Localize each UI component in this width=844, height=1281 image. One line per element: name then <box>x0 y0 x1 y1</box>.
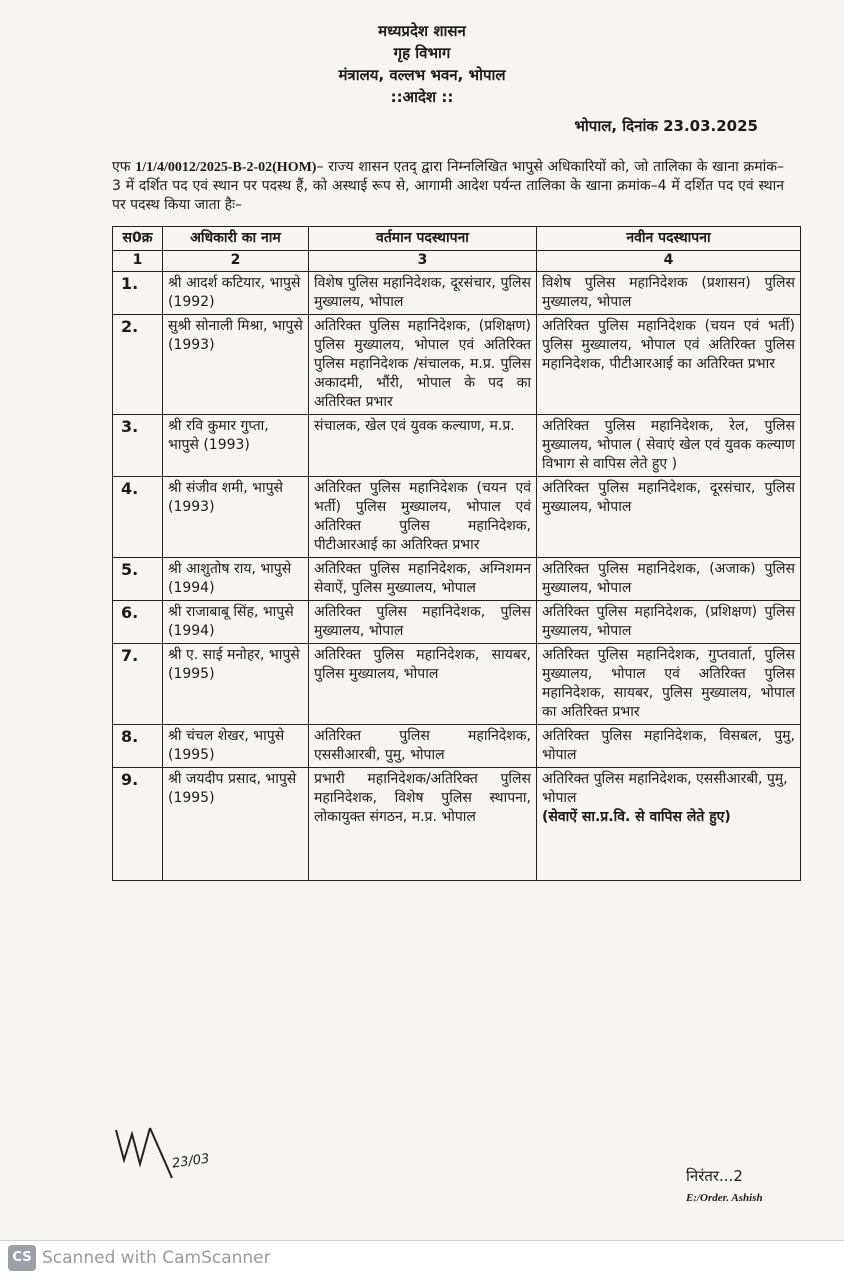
order-by: E:/Order. Ashish <box>686 1192 763 1204</box>
officer-name: श्री जयदीप प्रसाद, भापुसे (1995) <box>163 768 309 881</box>
officer-name: श्री संजीव शमी, भापुसे (1993) <box>163 477 309 558</box>
document-date: भोपाल, दिनांक 23.03.2025 <box>574 117 758 135</box>
new-posting-note: (सेवाऐं सा.प्र.वि. से वापिस लेते हुए) <box>542 809 731 825</box>
header-serial: स0क्र <box>113 227 163 251</box>
new-posting-text: अतिरिक्त पुलिस महानिदेशक, एससीआरबी, पुमु, भोपाल <box>542 771 788 806</box>
column-number: 3 <box>309 251 537 272</box>
officer-name: श्री आदर्श कटियार, भापुसे (1992) <box>163 272 309 315</box>
camscanner-watermark: Scanned with CamScanner <box>42 1248 271 1268</box>
table-row <box>113 725 801 768</box>
serial-number: 9. <box>113 768 163 881</box>
current-posting: विशेष पुलिस महानिदेशक, दूरसंचार, पुलिस मुख्यालय, भोपाल <box>309 272 537 315</box>
current-posting: संचालक, खेल एवं युवक कल्याण, म.प्र. <box>309 415 537 477</box>
camscanner-logo: CS <box>8 1245 36 1271</box>
header-new-posting: नवीन पदस्थापना <box>537 227 801 251</box>
header-address: मंत्रालय, वल्लभ भवन, भोपाल <box>338 66 506 84</box>
table-row <box>113 768 801 881</box>
new-posting: अतिरिक्त पुलिस महानिदेशक, दूरसंचार, पुलिस मुख्यालय, भोपाल <box>537 477 801 558</box>
table-row <box>113 272 801 315</box>
column-number: 4 <box>537 251 801 272</box>
serial-number: 6. <box>113 601 163 644</box>
continued-marker: निरंतर...2 <box>686 1167 743 1185</box>
intro-text: – राज्य शासन एतद् द्वारा निम्नलिखित भापुसे अधिकारियों को, जो तालिका के खाना क्रमांक–3 में दर्शित पद एवं स्थान पर पदस्थ हैं, को अस्थाई रूप से, आगामी आदेश पर्यन्त तालिका के खाना क्रमांक–4 में दर्शित पद एवं स्थान पर पदस्थ किया जाता हैः– <box>112 159 784 213</box>
officer-name: श्री रवि कुमार गुप्ता, भापुसे (1993) <box>163 415 309 477</box>
current-posting: प्रभारी महानिदेशक/अतिरिक्त पुलिस महानिदेशक, विशेष पुलिस स्थापना, लोकायुक्त संगठन, म.प्र. भोपाल <box>309 768 537 881</box>
posting-table <box>112 226 801 881</box>
new-posting: अतिरिक्त पुलिस महानिदेशक, (अजाक) पुलिस मुख्यालय, भोपाल <box>537 558 801 601</box>
serial-number: 5. <box>113 558 163 601</box>
officer-name: श्री राजाबाबू सिंह, भापुसे (1994) <box>163 601 309 644</box>
header-order-title: ::आदेश :: <box>390 88 454 106</box>
new-posting: अतिरिक्त पुलिस महानिदेशक (चयन एवं भर्ती) पुलिस मुख्यालय, भोपाल एवं अतिरिक्त पुलिस महानिदेशक, पीटीआरआई का अतिरिक्त प्रभार <box>537 315 801 415</box>
officer-name: श्री ए. साई मनोहर, भापुसे (1995) <box>163 644 309 725</box>
table-row <box>113 601 801 644</box>
header-officer-name: अधिकारी का नाम <box>163 227 309 251</box>
header-government: मध्यप्रदेश शासन <box>378 22 466 40</box>
file-reference: 1/1/4/0012/2025-B-2-02(HOM) <box>135 160 317 175</box>
new-posting: अतिरिक्त पुलिस महानिदेशक, रेल, पुलिस मुख्यालय, भोपाल ( सेवाएं खेल एवं युवक कल्याण विभाग से वापिस लेते हुए ) <box>537 415 801 477</box>
table-row <box>113 415 801 477</box>
table-row <box>113 558 801 601</box>
order-intro <box>112 158 784 215</box>
table-row <box>113 315 801 415</box>
current-posting: अतिरिक्त पुलिस महानिदेशक, एससीआरबी, पुमु, भोपाल <box>309 725 537 768</box>
document-header <box>0 20 844 108</box>
serial-number: 2. <box>113 315 163 415</box>
table-header-row <box>113 227 801 251</box>
header-current-posting: वर्तमान पदस्थापना <box>309 227 537 251</box>
current-posting: अतिरिक्त पुलिस महानिदेशक, सायबर, पुलिस मुख्यालय, भोपाल <box>309 644 537 725</box>
signature <box>110 1120 240 1190</box>
current-posting: अतिरिक्त पुलिस महानिदेशक, (प्रशिक्षण) पुलिस मुख्यालय, भोपाल एवं अतिरिक्त पुलिस महानिदेशक /संचालक, म.प्र. पुलिस अकादमी, भौंरी, भोपाल के पद का अतिरिक्त प्रभार <box>309 315 537 415</box>
serial-number: 3. <box>113 415 163 477</box>
column-number: 2 <box>163 251 309 272</box>
header-department: गृह विभाग <box>393 44 451 62</box>
new-posting <box>537 768 801 881</box>
new-posting: अतिरिक्त पुलिस महानिदेशक, गुप्तवार्ता, पुलिस मुख्यालय, भोपाल एवं अतिरिक्त पुलिस महानिदेशक, सायबर, पुलिस मुख्यालय, भोपाल का अतिरिक्त प्रभार <box>537 644 801 725</box>
table-row <box>113 644 801 725</box>
serial-number: 8. <box>113 725 163 768</box>
current-posting: अतिरिक्त पुलिस महानिदेशक, अग्निशमन सेवाऐं, पुलिस मुख्यालय, भोपाल <box>309 558 537 601</box>
new-posting: अतिरिक्त पुलिस महानिदेशक, विसबल, पुमु, भोपाल <box>537 725 801 768</box>
intro-prefix: एफ <box>112 159 136 175</box>
new-posting: विशेष पुलिस महानिदेशक (प्रशासन) पुलिस मुख्यालय, भोपाल <box>537 272 801 315</box>
current-posting: अतिरिक्त पुलिस महानिदेशक, पुलिस मुख्यालय, भोपाल <box>309 601 537 644</box>
signature-date: 23/03 <box>171 1151 211 1172</box>
serial-number: 1. <box>113 272 163 315</box>
current-posting: अतिरिक्त पुलिस महानिदेशक (चयन एवं भर्ती) पुलिस मुख्यालय, भोपाल एवं अतिरिक्त पुलिस महानिदेशक, पीटीआरआई का अतिरिक्त प्रभार <box>309 477 537 558</box>
officer-name: श्री आशुतोष राय, भापुसे (1994) <box>163 558 309 601</box>
officer-name: श्री चंचल शेखर, भापुसे (1995) <box>163 725 309 768</box>
column-number-row <box>113 251 801 272</box>
officer-name: सुश्री सोनाली मिश्रा, भापुसे (1993) <box>163 315 309 415</box>
new-posting: अतिरिक्त पुलिस महानिदेशक, (प्रशिक्षण) पुलिस मुख्यालय, भोपाल <box>537 601 801 644</box>
serial-number: 7. <box>113 644 163 725</box>
serial-number: 4. <box>113 477 163 558</box>
column-number: 1 <box>113 251 163 272</box>
table-row <box>113 477 801 558</box>
